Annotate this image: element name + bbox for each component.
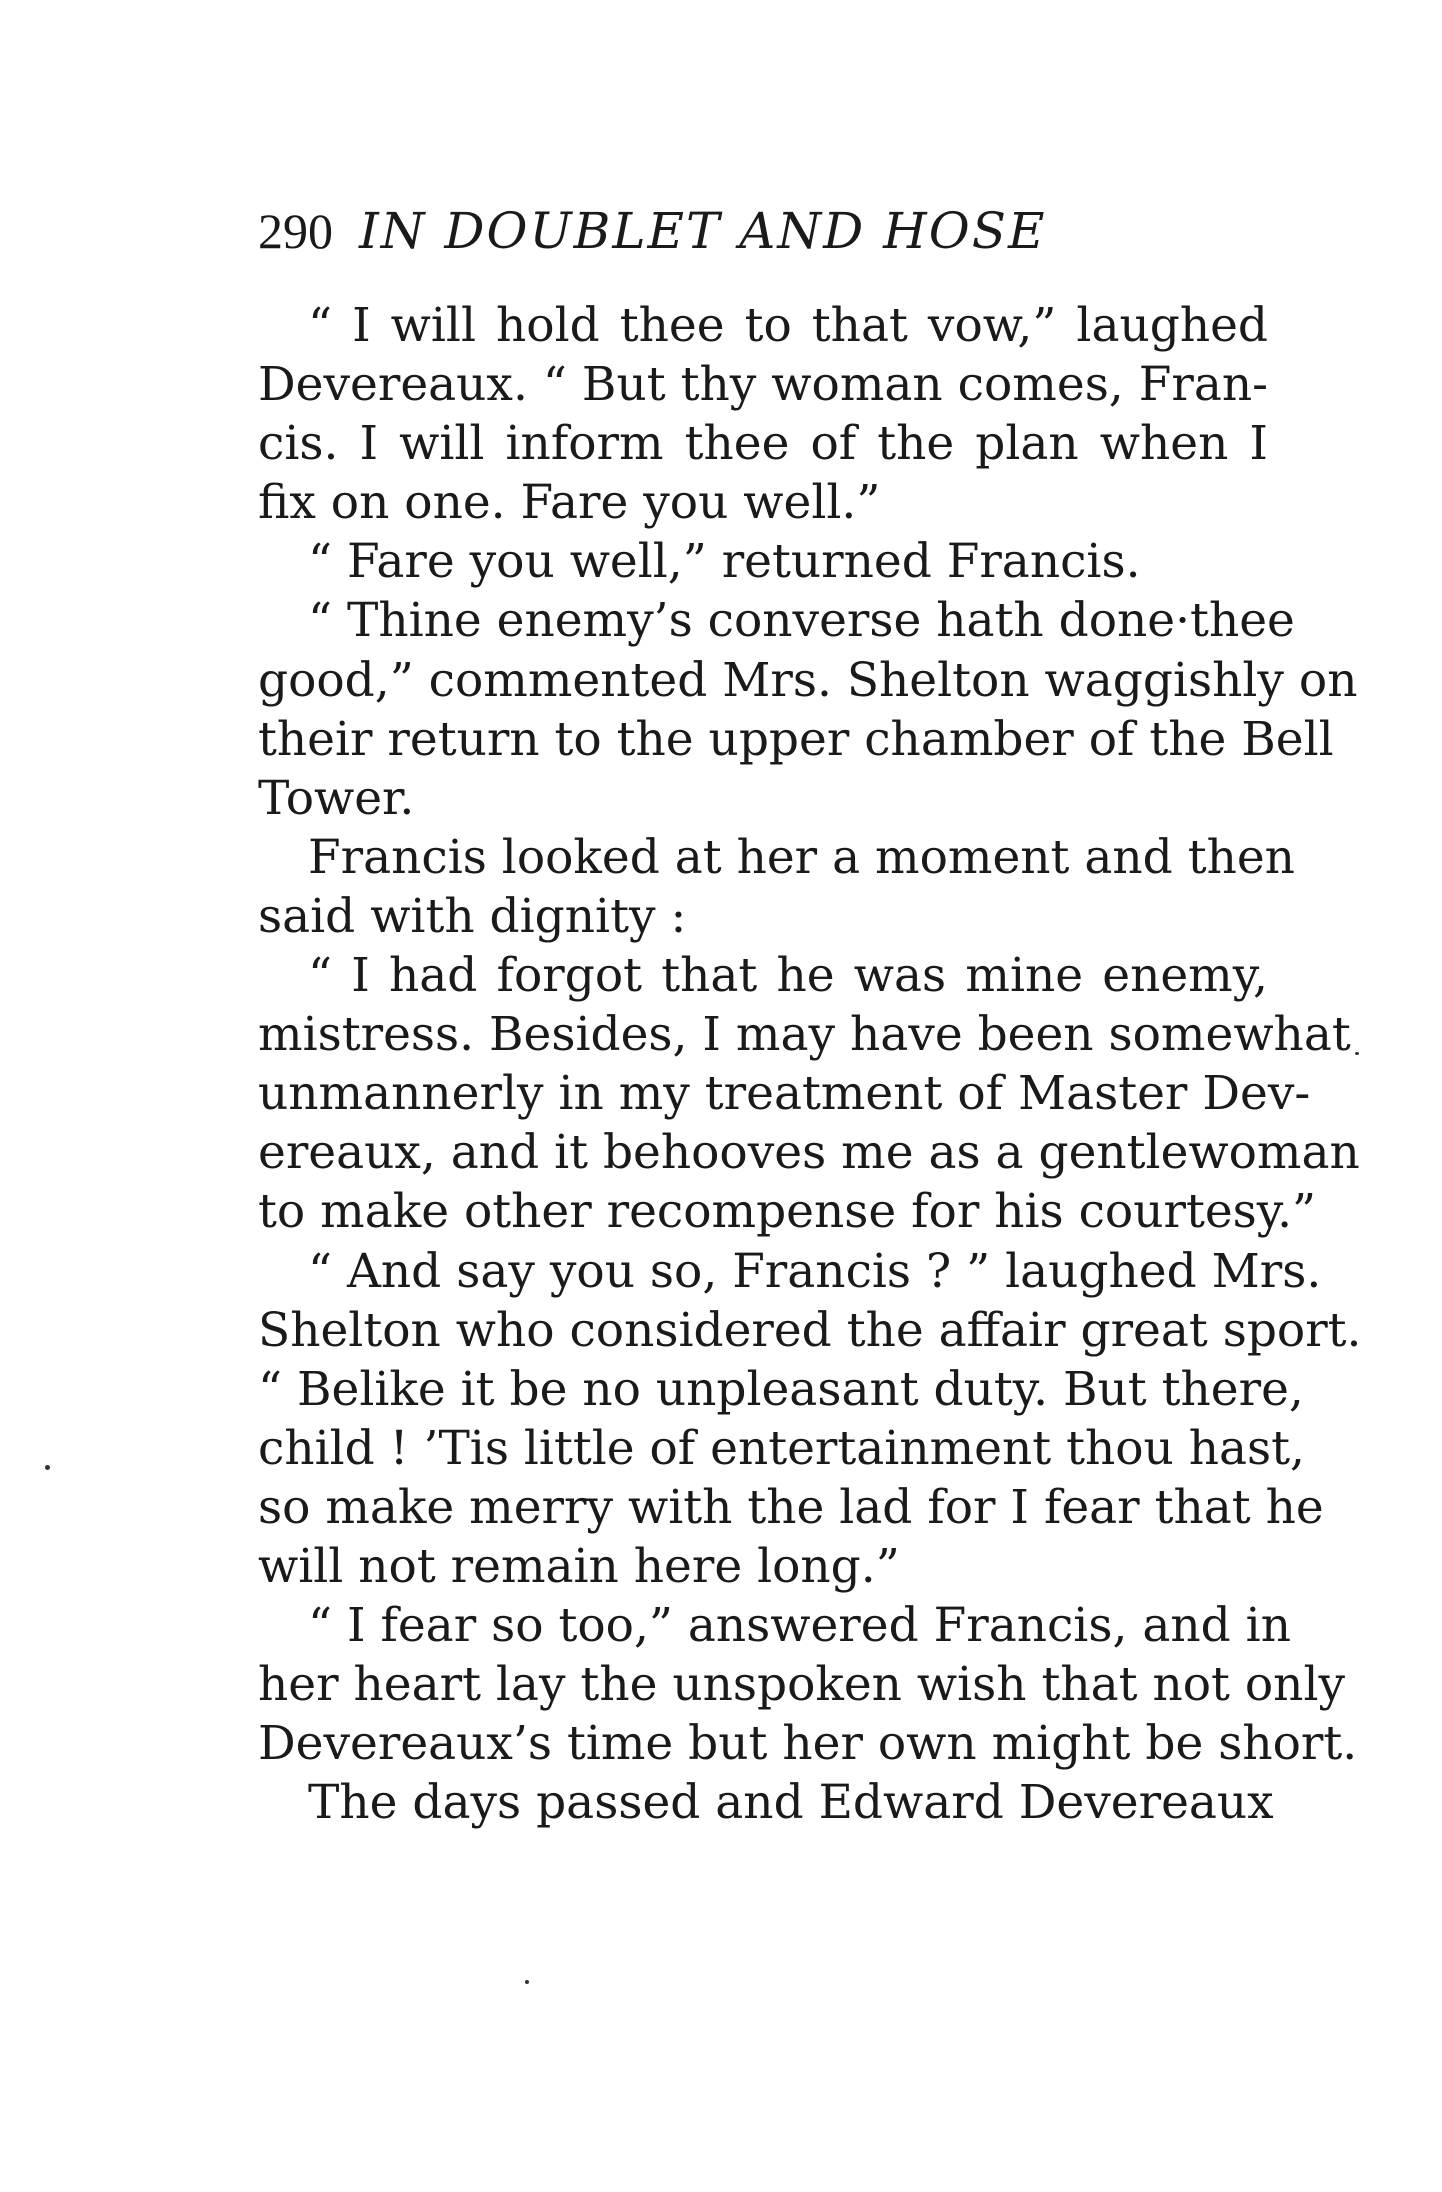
text-line: fix on one. Fare you well.” — [258, 475, 881, 531]
text-line: mistress. Besides, I may have been somewhat — [258, 1007, 1351, 1063]
text-line: “ I fear so too,” answered Francis, and in — [308, 1598, 1291, 1654]
text-line: their return to the upper chamber of the Bell — [258, 711, 1334, 767]
text-line: “ I had forgot that he was mine enemy, — [308, 948, 1268, 1004]
text-line: child ! ’Tis little of entertainment thou hast, — [258, 1420, 1305, 1476]
text-line: Francis looked at her a moment and then — [308, 829, 1295, 885]
print-speck — [525, 1980, 529, 1984]
text-line: Devereaux. “ But thy woman comes, Fran- — [258, 357, 1268, 413]
text-line: her heart lay the unspoken wish that not only — [258, 1657, 1346, 1713]
text-line: to make other recompense for his courtesy.” — [258, 1184, 1317, 1240]
text-line: “ I will hold thee to that vow,” laughed — [308, 298, 1268, 353]
running-header — [258, 196, 1258, 266]
text-line: “ Fare you well,” returned Francis. — [308, 534, 1141, 590]
text-line: good,” commented Mrs. Shelton waggishly on — [258, 652, 1358, 708]
print-speck — [45, 1465, 50, 1470]
text-line: Shelton who considered the affair great sport. — [258, 1302, 1362, 1358]
text-line: said with dignity : — [258, 888, 687, 944]
body-text — [258, 296, 1362, 1832]
text-line: so make merry with the lad for I fear that he — [258, 1479, 1324, 1535]
text-line: “ Belike it be no unpleasant duty. But there, — [258, 1361, 1304, 1417]
running-title: IN DOUBLET AND HOSE — [359, 202, 1047, 260]
text-line: “ Thine enemy’s converse hath done·thee — [308, 593, 1295, 649]
text-line: ereaux, and it behooves me as a gentlewoman — [258, 1125, 1360, 1181]
text-line: cis. I will inform thee of the plan when I — [258, 416, 1268, 472]
text-line: The days passed and Edward Devereaux — [308, 1775, 1274, 1831]
text-line: will not remain here long.” — [258, 1538, 900, 1594]
print-speck — [1355, 1052, 1359, 1055]
text-line: Tower. — [258, 770, 415, 826]
text-line: unmannerly in my treatment of Master Dev- — [258, 1066, 1311, 1122]
page-number: 290 — [258, 203, 333, 259]
text-line: Devereaux’s time but her own might be short. — [258, 1716, 1358, 1772]
text-line: “ And say you so, Francis ? ” laughed Mrs. — [308, 1243, 1322, 1299]
